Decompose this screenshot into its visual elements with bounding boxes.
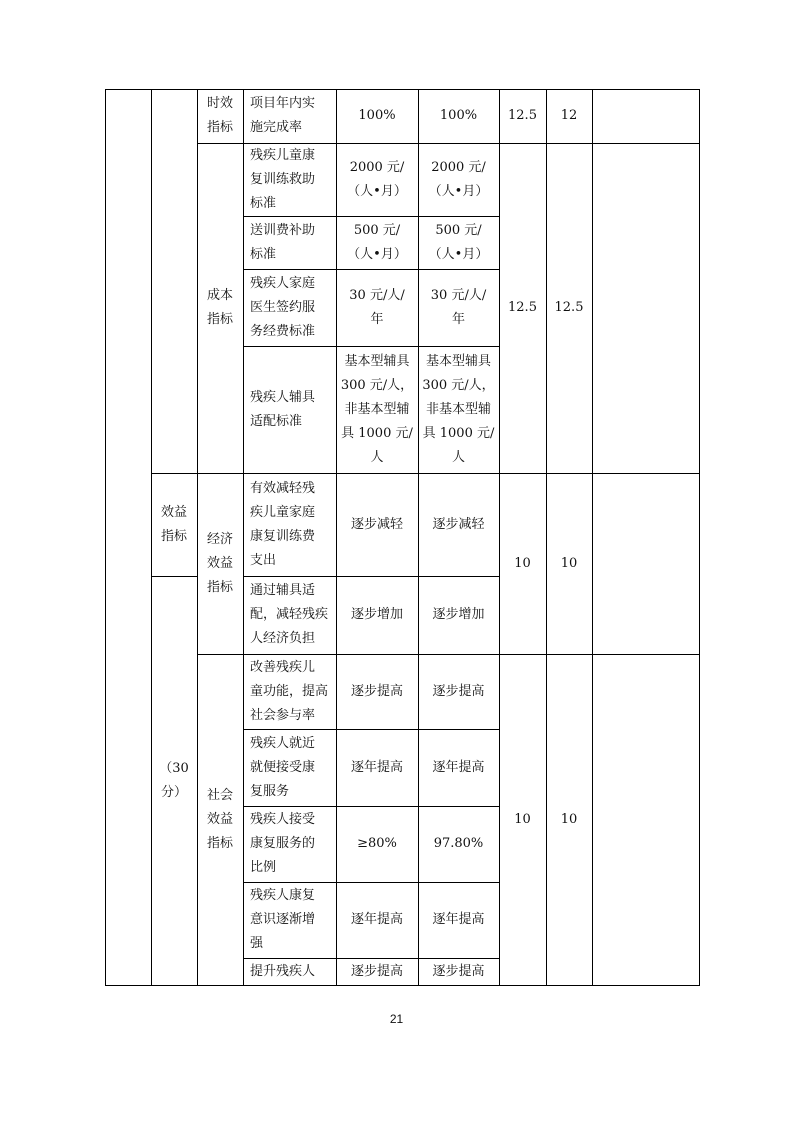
weight-cell: 10	[514, 811, 531, 827]
level1-cell: 效益 指标	[160, 504, 187, 544]
level2-cell: 成本 指标	[206, 288, 233, 327]
actual-cell: 2000 元/ （人•月）	[428, 159, 489, 199]
table-col-divider	[592, 89, 593, 986]
indicator-cell: 残疾人就近 就便接受康 复服务	[250, 735, 316, 799]
actual-cell: 逐年提高	[432, 759, 485, 775]
target-cell: 逐步减轻	[350, 516, 403, 532]
table-border-bottom	[105, 985, 700, 986]
table-border-left	[105, 89, 106, 986]
target-cell: 30 元/人/ 年	[349, 287, 405, 327]
score-cell: 12	[560, 108, 578, 123]
indicator-cell: 提升残疾人	[250, 963, 316, 979]
level2-cell: 社会 效益 指标	[206, 787, 233, 851]
level2-cell: 时效 指标	[206, 96, 233, 135]
indicator-cell: 项目年内实 施完成率	[250, 96, 316, 135]
actual-cell: 500 元/ （人•月）	[428, 222, 489, 262]
target-cell: 逐年提高	[350, 759, 403, 775]
actual-cell: 逐年提高	[432, 912, 485, 927]
indicator-cell: 残疾儿童康 复训练救助 标准	[250, 147, 316, 211]
weight-cell: 12.5	[508, 300, 537, 315]
level1-cell: （30 分）	[159, 760, 189, 800]
level2-cell: 经济 效益 指标	[206, 531, 233, 595]
indicator-cell: 通过辅具适 配，减轻残疾 人经济负担	[250, 583, 329, 646]
actual-cell: 30 元/人/ 年	[430, 287, 487, 327]
indicator-cell: 改善残疾儿 童功能，提高 社会参与率	[250, 659, 329, 723]
weight-cell: 12.5	[508, 108, 537, 123]
score-cell: 12.5	[554, 300, 584, 315]
target-cell: 逐步提高	[350, 963, 403, 979]
indicator-cell: 送训费补助 标准	[250, 222, 316, 262]
actual-cell: 逐步提高	[432, 683, 485, 699]
target-cell: 100%	[358, 108, 396, 123]
actual-cell: 100%	[439, 108, 478, 123]
page-number: 21	[389, 1012, 404, 1026]
target-cell: ≥80%	[357, 836, 397, 851]
weight-cell: 10	[514, 555, 531, 571]
actual-cell: 逐步提高	[432, 963, 485, 979]
actual-cell: 逐步增加	[432, 607, 485, 622]
target-cell: 500 元/ （人•月）	[347, 222, 407, 262]
target-cell: 逐年提高	[350, 912, 403, 927]
target-cell: 逐步增加	[350, 607, 403, 622]
score-cell: 10	[560, 811, 578, 827]
actual-cell: 逐步减轻	[432, 516, 485, 532]
indicator-cell: 残疾人辅具 适配标准	[250, 389, 316, 429]
indicator-cell: 残疾人家庭 医生签约服 务经费标准	[250, 275, 316, 339]
indicator-cell: 残疾人康复 意识逐渐增 强	[250, 888, 316, 951]
actual-cell: 基本型辅具 300 元/人， 非基本型辅 具 1000 元/ 人	[422, 353, 495, 465]
indicator-cell: 有效减轻残 疾儿童家庭 康复训练费 支出	[250, 480, 316, 568]
score-cell: 10	[560, 555, 578, 571]
target-cell: 逐步提高	[350, 683, 403, 699]
indicator-cell: 残疾人接受 康复服务的 比例	[250, 812, 316, 875]
target-cell: 2000 元/ （人•月）	[347, 159, 407, 199]
target-cell: 基本型辅具 300 元/人， 非基本型辅 具 1000 元/ 人	[340, 353, 414, 465]
table-border-right	[699, 89, 700, 986]
actual-cell: 97.80%	[433, 836, 484, 851]
